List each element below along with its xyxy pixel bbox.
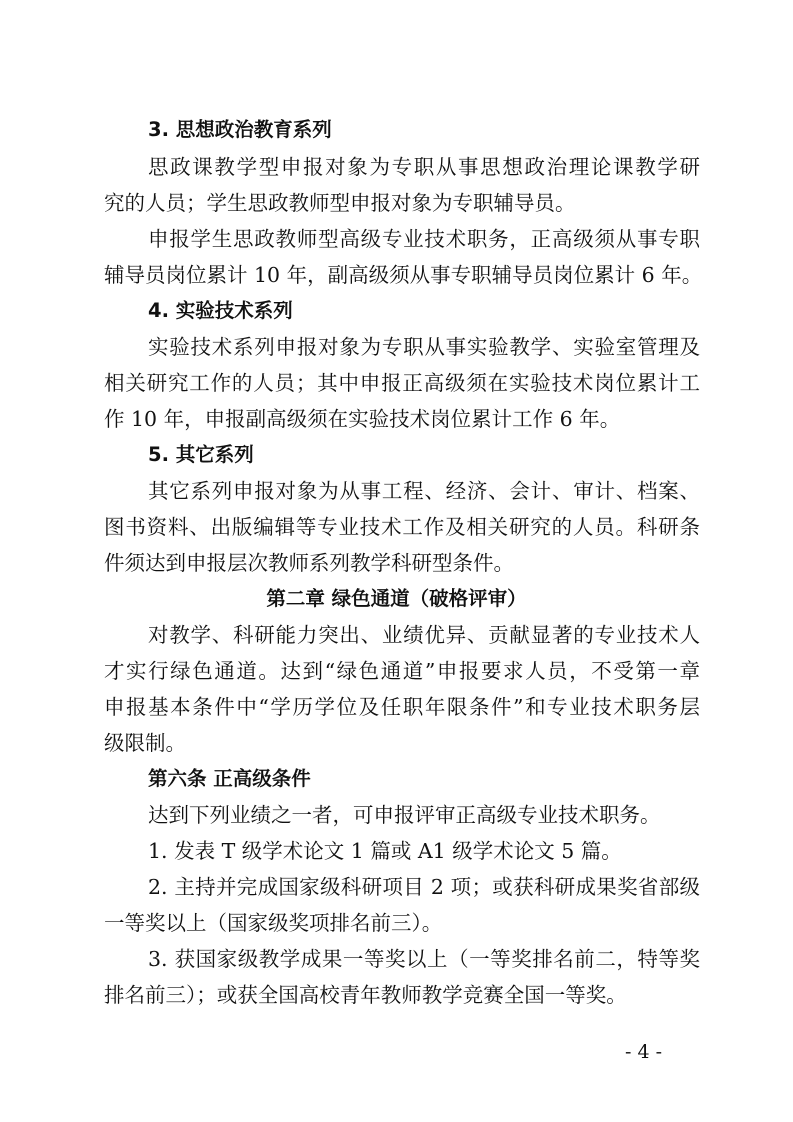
paragraph-line: 申报学生思政教师型高级专业技术职务，正高级须从事专职 (148, 227, 700, 251)
section-heading-lab-tech: 4. 实验技术系列 (148, 299, 293, 322)
paragraph-line: 相关研究工作的人员；其中申报正高级须在实验技术岗位累计工 (104, 371, 700, 395)
list-item: 1. 发表 T 级学术论文 1 篇或 A1 级学术论文 5 篇。 (148, 839, 622, 863)
paragraph-line: 其它系列申报对象为从事工程、经济、会计、审计、档案、 (148, 479, 700, 503)
paragraph-line: 件须达到申报层次教师系列教学科研型条件。 (104, 551, 514, 575)
chapter-title: 第二章 绿色通道（破格评审） (266, 587, 527, 610)
page-number: - 4 - (625, 1041, 663, 1063)
paragraph-line: 对教学、科研能力突出、业绩优异、贡献显著的专业技术人 (148, 623, 700, 647)
list-item-continuation: 一等奖以上（国家级奖项排名前三）。 (104, 911, 443, 935)
section-heading-ideology: 3. 思想政治教育系列 (148, 118, 332, 141)
paragraph-line: 究的人员；学生思政教师型申报对象为专职辅导员。 (104, 191, 576, 215)
paragraph-line: 达到下列业绩之一者，可申报评审正高级专业技术职务。 (148, 803, 661, 827)
paragraph-line: 作 10 年，申报副高级须在实验技术岗位累计工作 6 年。 (104, 407, 621, 431)
article-heading: 第六条 正高级条件 (148, 767, 311, 790)
paragraph-line: 才实行绿色通道。达到“绿色通道”申报要求人员，不受第一章 (104, 659, 700, 683)
paragraph-line: 实验技术系列申报对象为专职从事实验教学、实验室管理及 (148, 335, 700, 359)
paragraph-line: 辅导员岗位累计 10 年，副高级须从事专职辅导员岗位累计 6 年。 (104, 263, 703, 287)
list-item-continuation: 排名前三）；或获全国高校青年教师教学竞赛全国一等奖。 (104, 983, 627, 1007)
list-item: 3. 获国家级教学成果一等奖以上（一等奖排名前二，特等奖 (148, 947, 700, 971)
paragraph-line: 申报基本条件中“学历学位及任职年限条件”和专业技术职务层 (104, 695, 700, 719)
paragraph-line: 级限制。 (104, 731, 186, 755)
paragraph-line: 思政课教学型申报对象为专职从事思想政治理论课教学研 (148, 155, 700, 179)
paragraph-line: 图书资料、出版编辑等专业技术工作及相关研究的人员。科研条 (104, 515, 700, 539)
list-item: 2. 主持并完成国家级科研项目 2 项；或获科研成果奖省部级 (148, 875, 700, 899)
section-heading-other: 5. 其它系列 (148, 443, 254, 466)
